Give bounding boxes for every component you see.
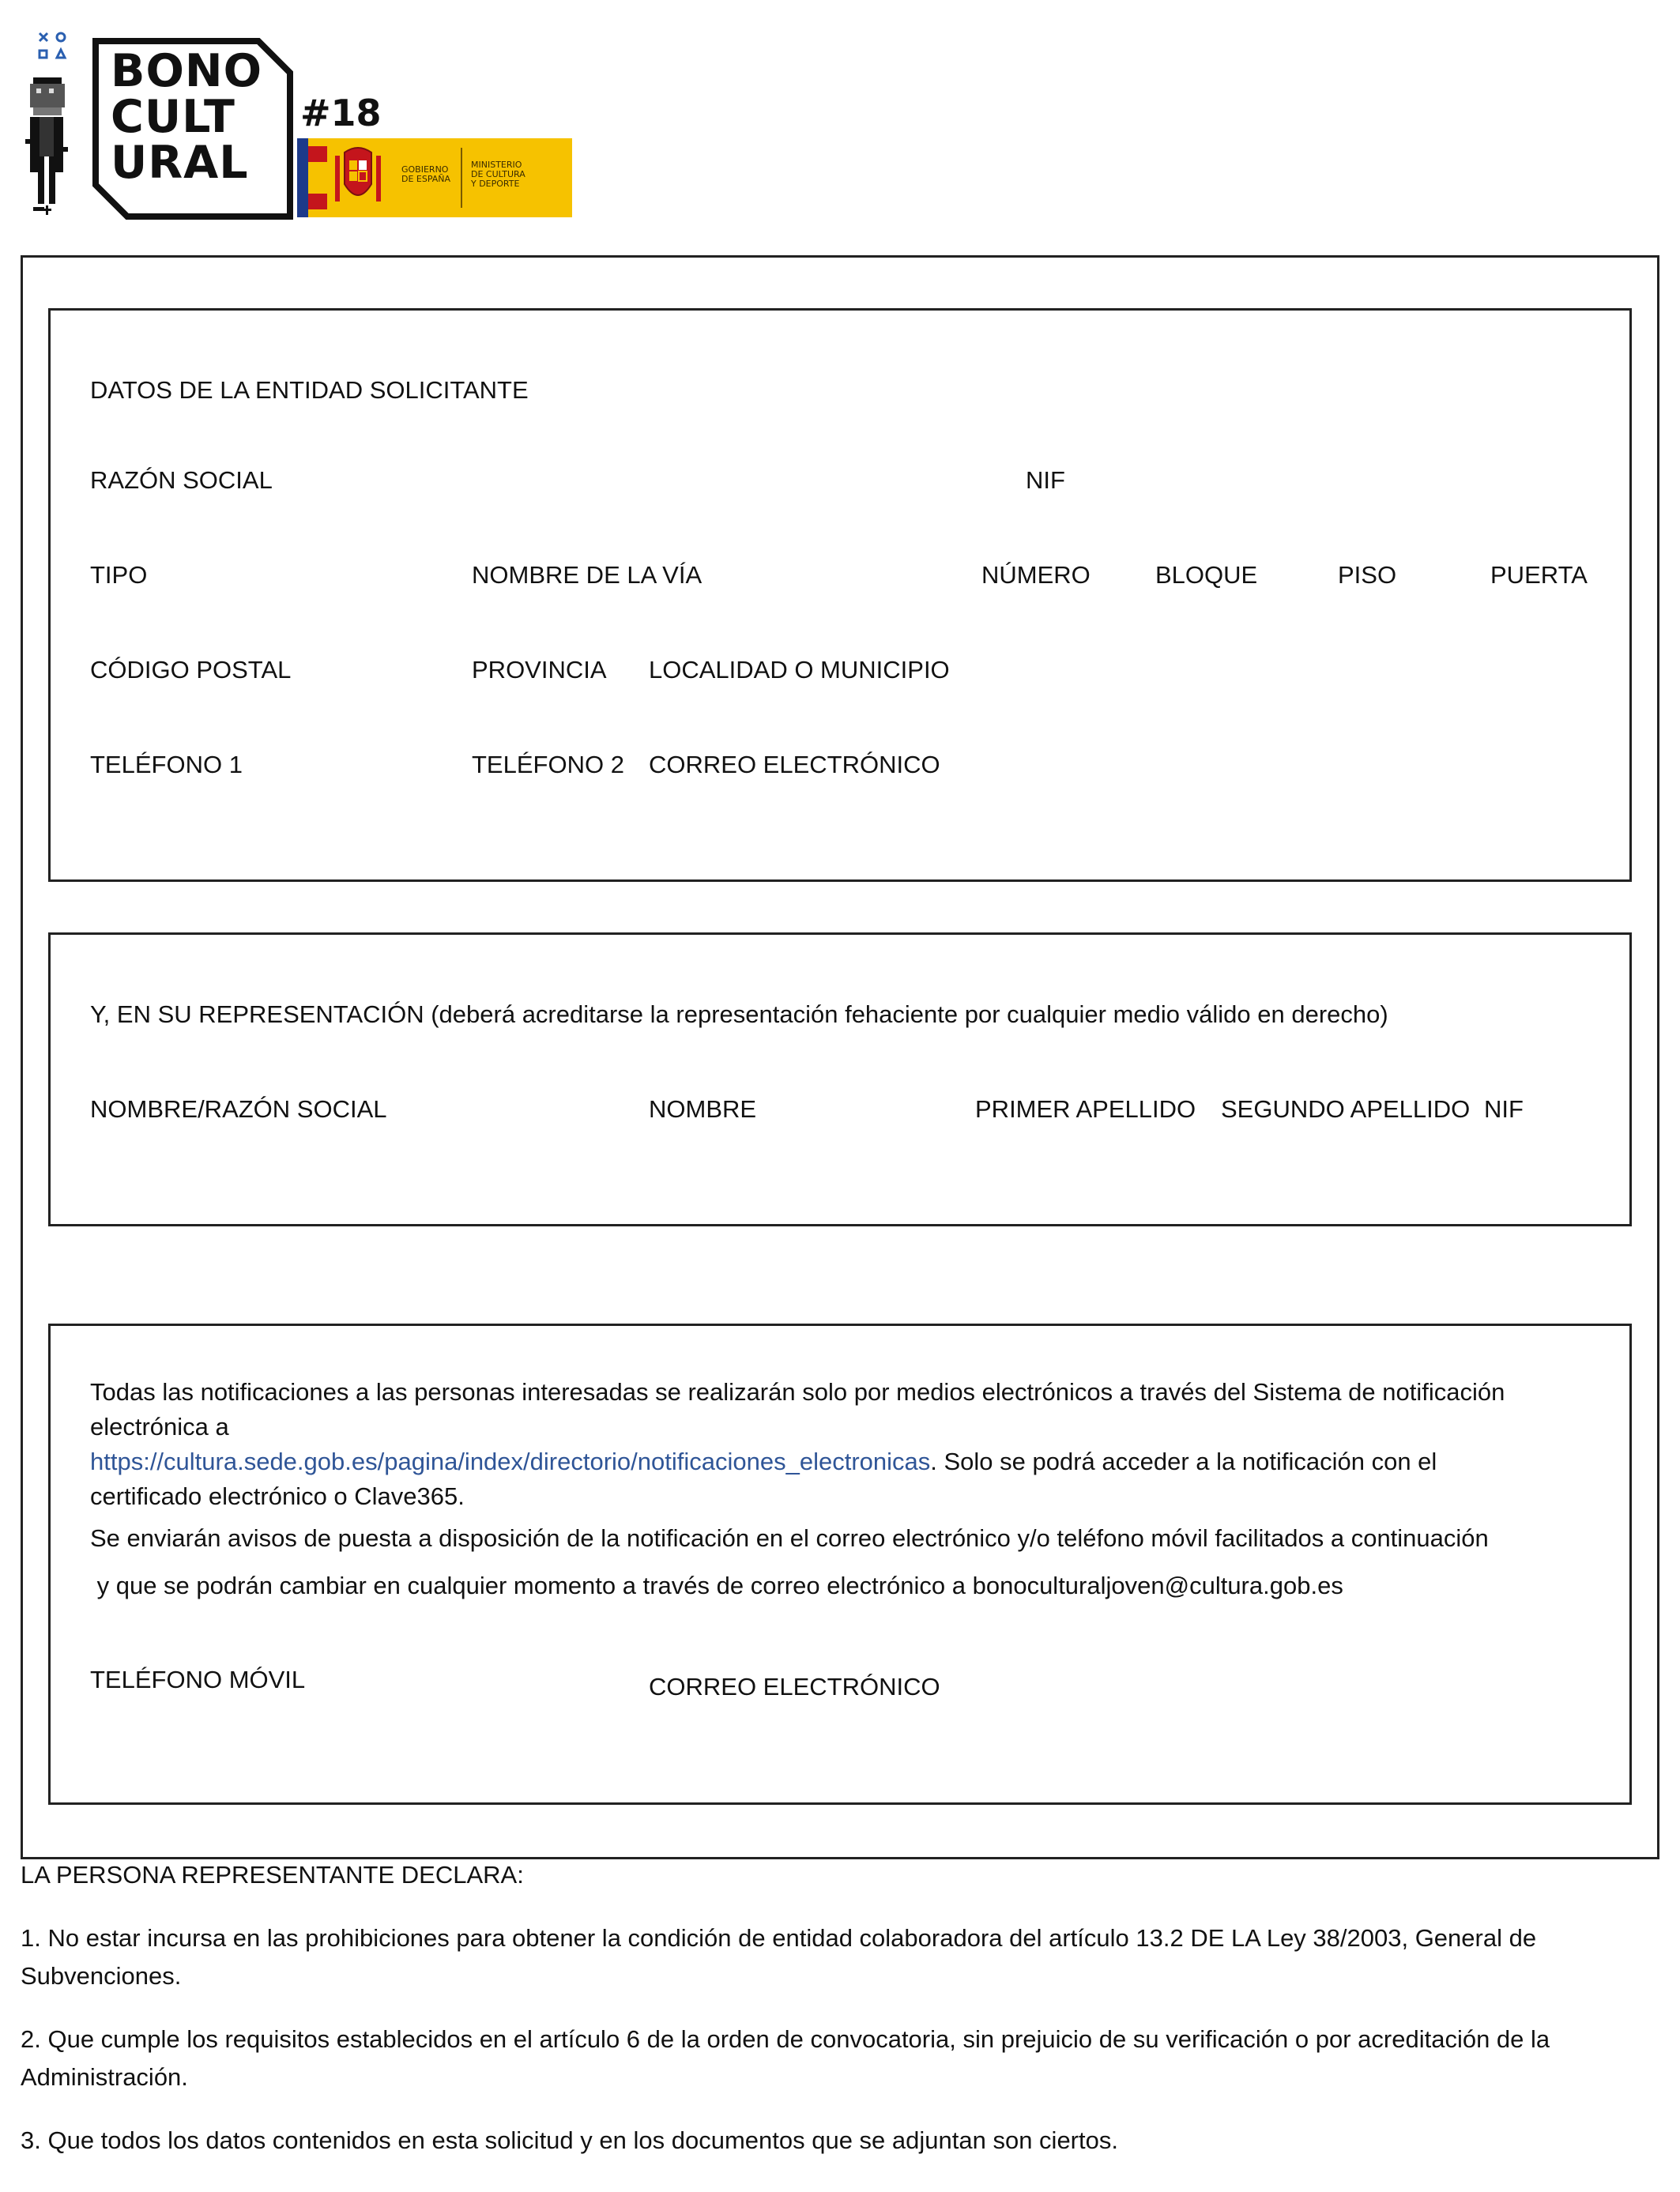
ministry-name: MINISTERIO DE CULTURA Y DEPORTE <box>471 160 525 189</box>
notifications-line-1: Todas las notificaciones a las personas interesadas se realizarán solo por medios electrónicos a través del Sistema de notificación <box>90 1378 1505 1406</box>
declaration-item-1-line-1: 1. No estar incursa en las prohibiciones para obtener la condición de entidad colaboradora del artículo 13.2 DE LA Ley 38/2003, General de <box>21 1924 1537 1952</box>
pixel-figure-icon <box>22 28 85 226</box>
declaration-item-2-line-1: 2. Que cumple los requisitos establecidos en el artículo 6 de la orden de convocatoria, sin prejuicio de su verificación o por acreditación de la <box>21 2025 1550 2053</box>
government-banner <box>297 138 572 217</box>
tipo-label: TIPO <box>90 561 148 589</box>
representante-nif-label: NIF <box>1484 1095 1524 1123</box>
telefono1-label: TELÉFONO 1 <box>90 751 243 778</box>
header-logos <box>22 28 559 226</box>
numero-label: NÚMERO <box>981 561 1090 589</box>
segundo-apellido-label: SEGUNDO APELLIDO <box>1221 1095 1471 1123</box>
razon-social-label: RAZÓN SOCIAL <box>90 466 273 494</box>
puerta-label: PUERTA <box>1490 561 1588 589</box>
representation-title: Y, EN SU REPRESENTACIÓN (deberá acreditarse la representación fehaciente por cualquier medio válido en derecho) <box>90 1000 1388 1028</box>
declaration-item-2-line-2: Administración. <box>21 2063 188 2091</box>
declaration-title: LA PERSONA REPRESENTANTE DECLARA: <box>21 1861 524 1889</box>
correo-label: CORREO ELECTRÓNICO <box>649 751 940 778</box>
nif-label: NIF <box>1026 466 1065 494</box>
notifications-line-5: Se enviarán avisos de puesta a disposición de la notificación en el correo electrónico y/o teléfono móvil facilitados a continuación <box>90 1524 1489 1552</box>
brand-line-3: URAL <box>111 137 249 189</box>
telefono-movil-label: TELÉFONO MÓVIL <box>90 1666 306 1693</box>
localidad-label: LOCALIDAD O MUNICIPIO <box>649 656 950 684</box>
notificaciones-electronicas-link[interactable]: https://cultura.sede.gob.es/pagina/index/directorio/notificaciones_electronicas <box>90 1448 931 1475</box>
entity-section-title: DATOS DE LA ENTIDAD SOLICITANTE <box>90 376 529 404</box>
piso-label: PISO <box>1338 561 1397 589</box>
notifications-line-3 <box>90 1447 1437 1477</box>
nombre-via-label: NOMBRE DE LA VÍA <box>472 561 703 589</box>
notifications-line-6: y que se podrán cambiar en cualquier momento a través de correo electrónico a bonoculturaljoven@cultura.gob.es <box>90 1572 1343 1599</box>
spain-flag-icon <box>308 146 327 209</box>
telefono2-label: TELÉFONO 2 <box>472 751 624 778</box>
bloque-label: BLOQUE <box>1155 561 1258 589</box>
nombre-label: NOMBRE <box>649 1095 757 1123</box>
notifications-line-2: electrónica a <box>90 1413 229 1441</box>
brand-line-1: BONO <box>111 45 263 97</box>
codigo-postal-label: CÓDIGO POSTAL <box>90 656 292 684</box>
provincia-label: PROVINCIA <box>472 656 607 684</box>
primer-apellido-label: PRIMER APELLIDO <box>975 1095 1196 1123</box>
gov-name: GOBIERNO DE ESPAÑA <box>401 164 451 184</box>
declaration-item-1-line-2: Subvenciones. <box>21 1962 182 1990</box>
declaration-item-3: 3. Que todos los datos contenidos en esta solicitud y en los documentos que se adjuntan son ciertos. <box>21 2126 1118 2154</box>
notifications-line-3-text: . Solo se podrá acceder a la notificación con el <box>930 1448 1437 1475</box>
eu-strip <box>297 138 308 217</box>
nombre-razon-social-label: NOMBRE/RAZÓN SOCIAL <box>90 1095 387 1123</box>
gov-divider <box>461 148 462 208</box>
notifications-line-4: certificado electrónico o Clave365. <box>90 1482 465 1510</box>
brand-line-2: CULT <box>111 91 235 143</box>
edition-label: #18 <box>300 92 382 134</box>
notifications-correo-label: CORREO ELECTRÓNICO <box>649 1673 940 1700</box>
coat-of-arms-icon <box>332 145 384 211</box>
representation-section <box>48 932 1632 1226</box>
